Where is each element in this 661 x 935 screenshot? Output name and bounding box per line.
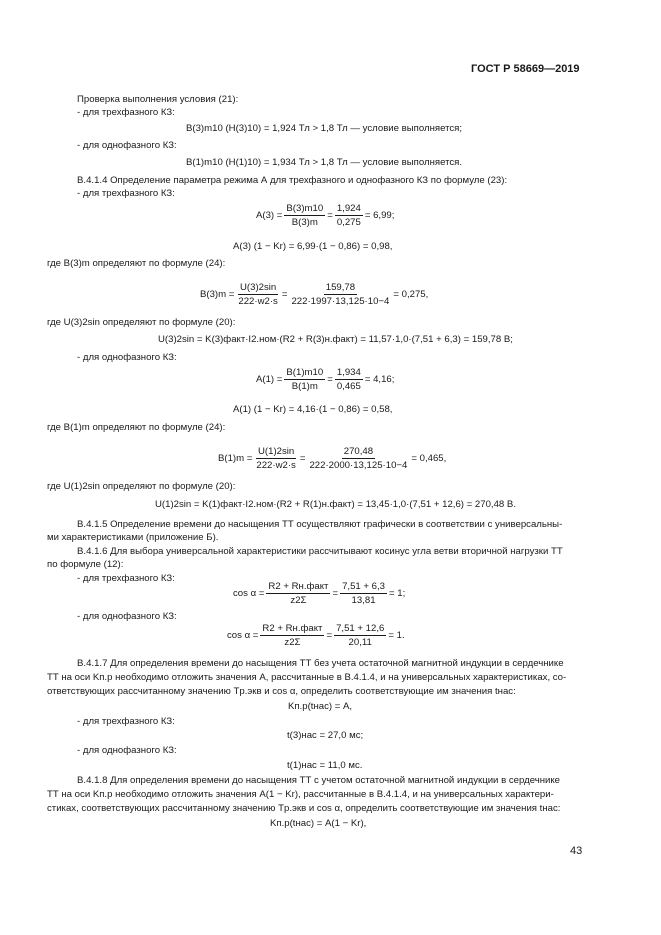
text-line: - для трехфазного КЗ: <box>77 188 175 199</box>
text-line: где B(1)m определяют по формуле (24): <box>47 422 226 433</box>
text-line: В.4.1.6 Для выбора универсальной характеристики рассчитывают косинус угла ветви вторичной нагрузки ТТ <box>77 546 563 557</box>
text-line: по формуле (12): <box>47 559 124 570</box>
text-line: ТТ на оси Kп.р необходимо отложить значения A, рассчитанные в В.4.1.4, и на универсальных характеристиках, со- <box>47 672 567 683</box>
formula-line: t(1)нас = 11,0 мс. <box>287 760 363 771</box>
formula-line: B(3)m10 (H(3)10) = 1,924 Тл > 1,8 Тл — условие выполняется; <box>186 123 463 134</box>
formula-fraction: cos α = $\frac{\text{R2 + Rн.факт}}{z2\Sigma}$ = $\frac{7,51 + 12,6}{20,11}$ = 1. <box>227 623 405 648</box>
text-line: В.4.1.8 Для определения времени до насыщения ТТ с учетом остаточной магнитной индукции в сердечнике <box>77 775 561 786</box>
formula-fraction: cos α = $\frac{\text{R2 + Rн.факт}}{z2\Sigma}$ = $\frac{7,51 + 6,3}{13,81}$ = 1; <box>233 581 406 606</box>
formula-fraction: B(3)m = $\frac{U(3)2\sin}{222\cdot w2\cdot s}$ = $\frac{159,78}{222\cdot 1997\cdot 13,125\cdot 10-4}$ = 0,275, <box>200 282 429 307</box>
formula-line: U(1)2sin = K(1)факт·I2.ном·(R2 + R(1)н.факт) = 13,45·1,0·(7,51 + 12,6) = 270,48 В. <box>155 499 516 510</box>
text-line: где U(1)2sin определяют по формуле (20): <box>47 481 236 492</box>
text-line: В.4.1.7 Для определения времени до насыщения ТТ без учета остаточной магнитной индукции в сердечнике <box>77 658 564 669</box>
text-line: - для трехфазного КЗ: <box>77 107 175 118</box>
text-line: где U(3)2sin определяют по формуле (20): <box>47 317 236 328</box>
formula-line: A(1) (1 − Kr) = 4,16·(1 − 0,86) = 0,58, <box>233 404 393 415</box>
formula-line: t(3)нас = 27,0 мс; <box>287 730 364 741</box>
formula-line: A(3) (1 − Kr) = 6,99·(1 − 0,86) = 0,98, <box>233 241 393 252</box>
text-line: - для однофазного КЗ: <box>77 140 177 151</box>
formula-fraction: A(1) = $\frac{B(1)m10}{B(1)m}$ = $\frac{1,934}{0,465}$ = 4,16; <box>256 367 395 392</box>
text-line: Проверка выполнения условия (21): <box>77 94 239 105</box>
text-line: В.4.1.5 Определение времени до насыщения ТТ осуществляют графически в соответствии с универсальны- <box>77 519 563 530</box>
text-line: - для однофазного КЗ: <box>77 611 177 622</box>
text-line: стиках, соответствующих рассчитанному значению Tр.экв и cos α, определить соответствующие им значения tнас: <box>47 803 561 814</box>
text-line: - для трехфазного КЗ: <box>77 716 175 727</box>
text-line: В.4.1.4 Определение параметра режима А для трехфазного и однофазного КЗ по формуле (23): <box>77 175 508 186</box>
text-line: ТТ на оси Kп.р необходимо отложить значения A(1 − Kr), рассчитанные в В.4.1.4, и на универсальных характери- <box>47 789 554 800</box>
text-line: где B(3)m определяют по формуле (24): <box>47 258 226 269</box>
text-line: - для трехфазного КЗ: <box>77 573 175 584</box>
formula-line: U(3)2sin = K(3)факт·I2.ном·(R2 + R(3)н.факт) = 11,57·1,0·(7,51 + 6,3) = 159,78 В; <box>158 334 513 345</box>
text-line: - для однофазного КЗ: <box>77 745 177 756</box>
formula-fraction: B(1)m = $\frac{U(1)2\sin}{222\cdot w2\cdot s}$ = $\frac{270,48}{222\cdot 2000\cdot 13,125\cdot 10-4}$ = 0,465, <box>218 446 447 471</box>
formula-fraction: A(3) = $\frac{B(3)m10}{B(3)m}$ = $\frac{1,924}{0,275}$ = 6,99; <box>256 203 395 228</box>
formula-line: B(1)m10 (H(1)10) = 1,934 Тл > 1,8 Тл — условие выполняется. <box>186 157 463 168</box>
standard-header: ГОСТ Р 58669—2019 <box>471 63 580 75</box>
text-line: ответствующих рассчитанному значению Tр.экв и cos α, определить соответствующие им значения tнас: <box>47 686 516 697</box>
text-line: - для однофазного КЗ: <box>77 352 177 363</box>
formula-line: Kп.р(tнас) = A(1 − Kr), <box>270 818 367 829</box>
page-number: 43 <box>570 845 583 857</box>
formula-line: Kп.р(tнас) = A, <box>288 701 353 712</box>
text-line: ми характеристиками (приложение Б). <box>47 532 219 543</box>
